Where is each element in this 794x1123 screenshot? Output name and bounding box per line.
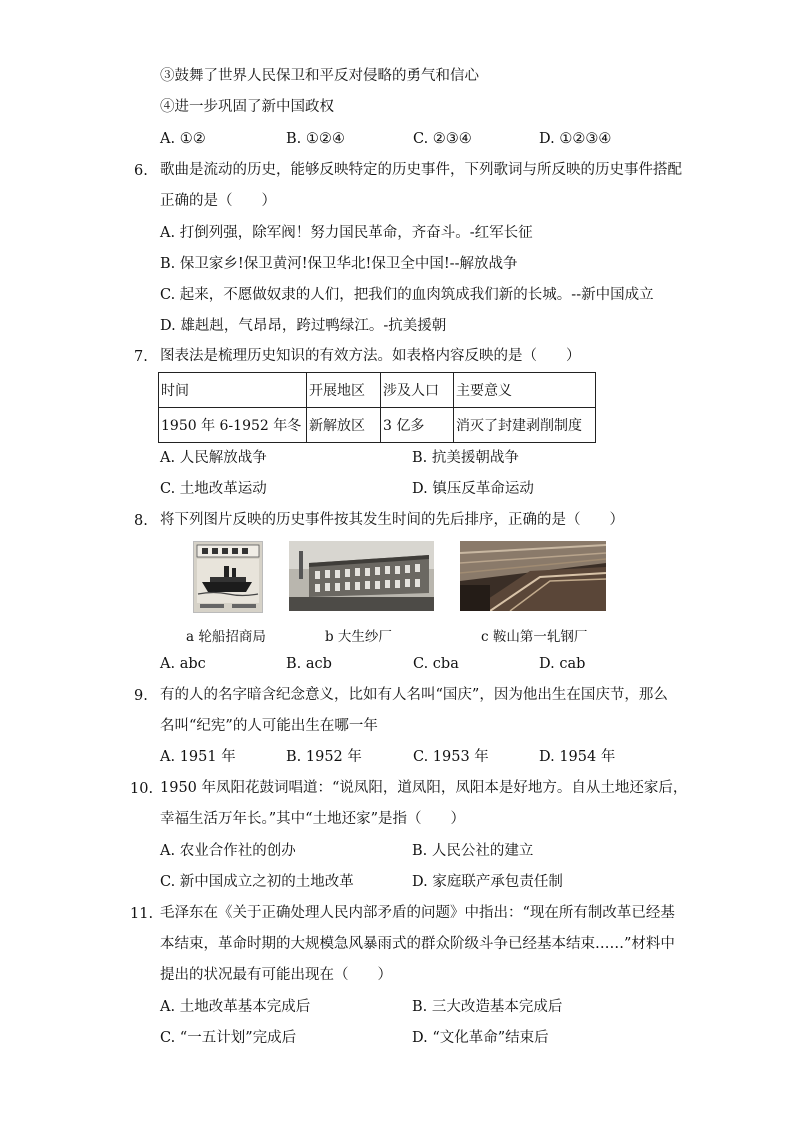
q10-option-d: D. 家庭联产承包责任制 [412, 874, 563, 890]
table-header-cell: 开展地区 [307, 373, 381, 408]
q11-number: 11. [130, 906, 154, 922]
q9-stem-2: 名叫“纪宪”的人可能出生在哪一年 [160, 718, 378, 734]
q10-stem-1: 1950 年凤阳花鼓词唱道：“说凤阳，道凤阳，凤阳本是好地方。自从土地还家后， [160, 780, 688, 796]
q10-option-c: C. 新中国成立之初的土地改革 [160, 874, 354, 890]
q5-option-a: A. ①② [160, 131, 206, 147]
table-header-row [159, 373, 596, 408]
q8-caption-b: b 大生纱厂 [325, 629, 392, 645]
q10-option-a: A. 农业合作社的创办 [160, 843, 296, 859]
q8-number: 8. [134, 513, 148, 529]
q5-option-d: D. ①②③④ [539, 131, 612, 147]
q8-caption-c: c 鞍山第一轧钢厂 [481, 629, 588, 645]
q10-stem-2: 幸福生活万年长。”其中“土地还家”是指（ ） [160, 811, 465, 827]
steel-mill-image [460, 541, 606, 611]
q8-caption-a: a 轮船招商局 [186, 629, 266, 645]
q6-option-d: D. 雄赳赳，气昂昂，跨过鸭绿江。-抗美援朝 [160, 318, 447, 334]
q9-option-b: B. 1952 年 [286, 749, 362, 765]
q8-option-c: C. cba [413, 656, 459, 672]
q6-number: 6. [134, 163, 148, 179]
table-header-cell: 时间 [159, 373, 307, 408]
table-cell: 1950 年 6-1952 年冬 [159, 408, 307, 443]
q5-option-b: B. ①②④ [286, 131, 345, 147]
q11-option-b: B. 三大改造基本完成后 [412, 999, 563, 1015]
q7-number: 7. [134, 349, 148, 365]
q9-number: 9. [134, 688, 148, 704]
q6-stem-2: 正确的是（ ） [160, 193, 276, 209]
table-cell: 消灭了封建剥削制度 [454, 408, 596, 443]
q6-stem-1: 歌曲是流动的历史，能够反映特定的历史事件，下列歌词与所反映的历史事件搭配 [160, 162, 682, 178]
q10-option-b: B. 人民公社的建立 [412, 843, 534, 859]
q9-option-d: D. 1954 年 [539, 749, 616, 765]
q7-table [158, 372, 596, 443]
q10-number: 10. [130, 781, 154, 797]
q7-option-b: B. 抗美援朝战争 [412, 450, 519, 466]
q8-option-b: B. acb [286, 656, 332, 672]
q5-option-c: C. ②③④ [413, 131, 472, 147]
q6-option-c: C. 起来，不愿做奴隶的人们，把我们的血肉筑成我们新的长城。--新中国成立 [160, 287, 654, 303]
q11-option-c: C. “一五计划”完成后 [160, 1030, 297, 1046]
q7-option-c: C. 土地改革运动 [160, 481, 267, 497]
q5-item-3: ③鼓舞了世界人民保卫和平反对侵略的勇气和信心 [160, 68, 479, 84]
q6-option-a: A. 打倒列强，除军阀！努力国民革命，齐奋斗。-红军长征 [160, 225, 533, 241]
q7-option-d: D. 镇压反革命运动 [412, 481, 534, 497]
steamship-ad-image [193, 541, 263, 613]
q7-option-a: A. 人民解放战争 [160, 450, 267, 466]
q7-stem: 图表法是梳理历史知识的有效方法。如表格内容反映的是（ ） [160, 348, 581, 364]
q8-stem: 将下列图片反映的历史事件按其发生时间的先后排序，正确的是（ ） [160, 512, 624, 528]
q9-stem-1: 有的人的名字暗含纪念意义，比如有人名叫“国庆”，因为他出生在国庆节，那么 [160, 687, 668, 703]
q8-option-d: D. cab [539, 656, 586, 672]
textile-mill-image [289, 541, 434, 611]
q11-stem-1: 毛泽东在《关于正确处理人民内部矛盾的问题》中指出：“现在所有制改革已经基 [160, 905, 675, 921]
q6-option-b: B. 保卫家乡!保卫黄河!保卫华北!保卫全中国!--解放战争 [160, 256, 518, 272]
table-header-cell: 涉及人口 [381, 373, 454, 408]
q11-option-d: D. “文化革命”结束后 [412, 1030, 549, 1046]
table-cell: 3 亿多 [381, 408, 454, 443]
q9-option-a: A. 1951 年 [160, 749, 236, 765]
q9-option-c: C. 1953 年 [413, 749, 489, 765]
table-row [159, 408, 596, 443]
table-cell: 新解放区 [307, 408, 381, 443]
q11-stem-3: 提出的状况最有可能出现在（ ） [160, 967, 392, 983]
table-header-cell: 主要意义 [454, 373, 596, 408]
q11-option-a: A. 土地改革基本完成后 [160, 999, 311, 1015]
q5-item-4: ④进一步巩固了新中国政权 [160, 99, 334, 115]
q8-option-a: A. abc [160, 656, 206, 672]
q11-stem-2: 本结束，革命时期的大规模急风暴雨式的群众阶级斗争已经基本结束……”材料中 [160, 936, 675, 952]
